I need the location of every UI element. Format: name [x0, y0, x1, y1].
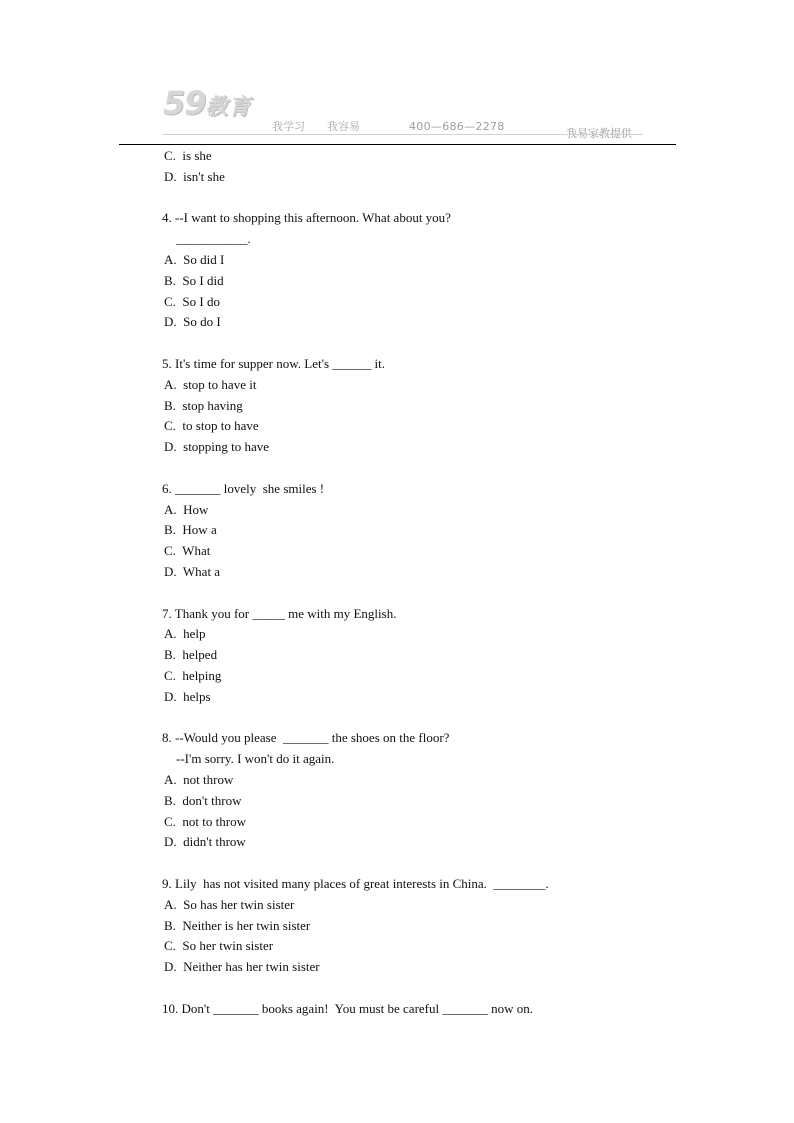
q4-stem: 4. --I want to shopping this afternoon. What about you? [162, 210, 451, 225]
q6-stem: 6. _______ lovely she smiles ! [162, 481, 325, 496]
q8-option-a: A. not throw [164, 772, 234, 787]
q6-option-c: C. What [164, 543, 211, 558]
q8-option-d: D. didn't throw [164, 834, 246, 849]
q8-reply: --I'm sorry. I won't do it again. [176, 751, 335, 766]
q4-answer-line: ___________. [176, 231, 251, 246]
q5-option-a: A. stop to have it [164, 377, 257, 392]
q7-stem: 7. Thank you for _____ me with my English. [162, 606, 397, 621]
q7-option-a: A. help [164, 626, 206, 641]
q9-option-d: D. Neither has her twin sister [164, 959, 320, 974]
q5-option-b: B. stop having [164, 398, 243, 413]
logo-digit-9: 9 [184, 84, 206, 122]
q5-option-d: D. stopping to have [164, 439, 270, 454]
slogan-study: 我学习 [272, 120, 305, 133]
q4-option-c: C. So I do [164, 294, 220, 309]
q7-option-c: C. helping [164, 668, 222, 683]
q7-option-d: D. helps [164, 689, 211, 704]
q4-option-d: D. So do I [164, 314, 221, 329]
q9-option-b: B. Neither is her twin sister [164, 918, 311, 933]
logo-digit-5: 5 [163, 84, 185, 122]
q5-option-c: C. to stop to have [164, 418, 259, 433]
q6-option-a: A. How [164, 502, 209, 517]
provider-credit: 我易家教提供 [566, 127, 632, 140]
q6-option-b: B. How a [164, 522, 217, 537]
q8-option-b: B. don't throw [164, 793, 242, 808]
q8-stem: 8. --Would you please _______ the shoes on the floor? [162, 730, 450, 745]
q4-option-b: B. So I did [164, 273, 224, 288]
q9-option-a: A. So has her twin sister [164, 897, 295, 912]
q8-option-c: C. not to throw [164, 814, 246, 829]
slogan-easy: 我容易 [327, 120, 360, 133]
q3-option-c: C. is she [164, 148, 212, 163]
q10-stem: 10. Don't _______ books again! You must be careful _______ now on. [162, 1001, 534, 1016]
hotline-number: 400—686—2278 [409, 120, 505, 133]
q5-stem: 5. It's time for supper now. Let's ______ it. [162, 356, 386, 371]
logo-chinese: 教育 [205, 95, 252, 120]
q4-option-a: A. So did I [164, 252, 225, 267]
q6-option-d: D. What a [164, 564, 221, 579]
q9-option-c: C. So her twin sister [164, 938, 274, 953]
q3-option-d: D. isn't she [164, 169, 225, 184]
q9-stem: 9. Lily has not visited many places of great interests in China. ________. [162, 876, 549, 891]
q7-option-b: B. helped [164, 647, 218, 662]
